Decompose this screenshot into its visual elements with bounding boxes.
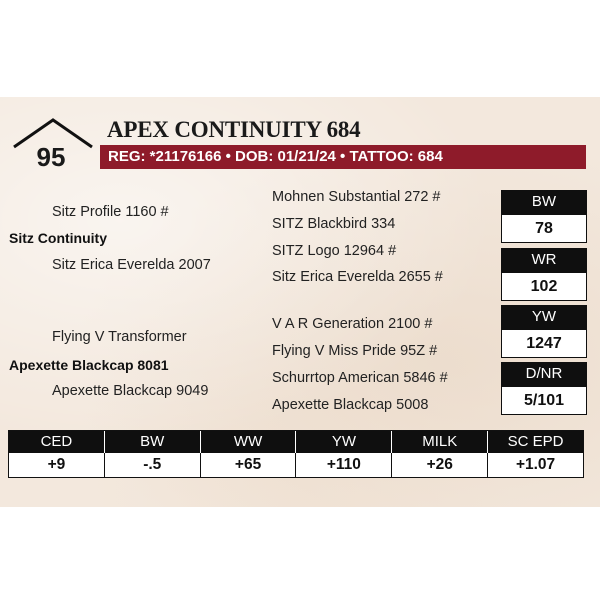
- stat-value-yw: 1247: [501, 329, 587, 358]
- registration-bar: [100, 145, 586, 169]
- stat-value-dnr: 5/101: [501, 386, 587, 415]
- epd-value-bw: -.5: [105, 453, 201, 477]
- stat-value-bw: 78: [501, 214, 587, 243]
- registration-text: REG: *21176166 • DOB: 01/21/24 • TATTOO: 684: [108, 148, 443, 165]
- stat-label-yw: YW: [501, 305, 587, 329]
- great-grandparent: Mohnen Substantial 272 #: [272, 189, 441, 205]
- epd-value-milk: +26: [392, 453, 488, 477]
- great-grandparent: Schurrtop American 5846 #: [272, 370, 448, 386]
- great-grandparent: Flying V Miss Pride 95Z #: [272, 343, 438, 359]
- great-grandparent: Apexette Blackcap 5008: [272, 397, 429, 413]
- animal-name: APEX CONTINUITY 684: [107, 117, 361, 142]
- great-grandparent: SITZ Blackbird 334: [272, 216, 396, 232]
- stat-label-dnr: D/NR: [501, 362, 587, 386]
- dam-dam: Apexette Blackcap 9049: [52, 383, 209, 399]
- epd-value-ced: +9: [9, 453, 105, 477]
- epd-header-ced: CED: [9, 431, 105, 453]
- stat-label-wr: WR: [501, 248, 587, 272]
- epd-header-row: [9, 431, 583, 453]
- stat-value-wr: 102: [501, 272, 587, 301]
- great-grandparent: V A R Generation 2100 #: [272, 316, 433, 332]
- great-grandparent: Sitz Erica Everelda 2655 #: [272, 269, 443, 285]
- dam: Apexette Blackcap 8081: [9, 357, 169, 373]
- lot-number: 95: [36, 142, 66, 172]
- epd-header-ww: WW: [201, 431, 297, 453]
- epd-header-bw: BW: [105, 431, 201, 453]
- epd-value-sc: +1.07: [515, 456, 556, 473]
- epd-value-ww: +65: [201, 453, 297, 477]
- sire: Sitz Continuity: [9, 230, 107, 246]
- epd-value-row: [9, 453, 583, 477]
- epd-header-yw: YW: [296, 431, 392, 453]
- dam-sire: Flying V Transformer: [52, 329, 187, 345]
- epd-header-sc: SC EPD: [507, 433, 564, 450]
- epd-value-yw: +110: [296, 453, 392, 477]
- sire-dam: Sitz Erica Everelda 2007: [52, 257, 211, 273]
- epd-header-milk: MILK: [392, 431, 488, 453]
- epd-table: [8, 430, 584, 478]
- performance-stats: [501, 190, 587, 410]
- great-grandparent: SITZ Logo 12964 #: [272, 243, 397, 259]
- stat-label-bw: BW: [501, 190, 587, 214]
- sire-sire: Sitz Profile 1160 #: [52, 204, 169, 220]
